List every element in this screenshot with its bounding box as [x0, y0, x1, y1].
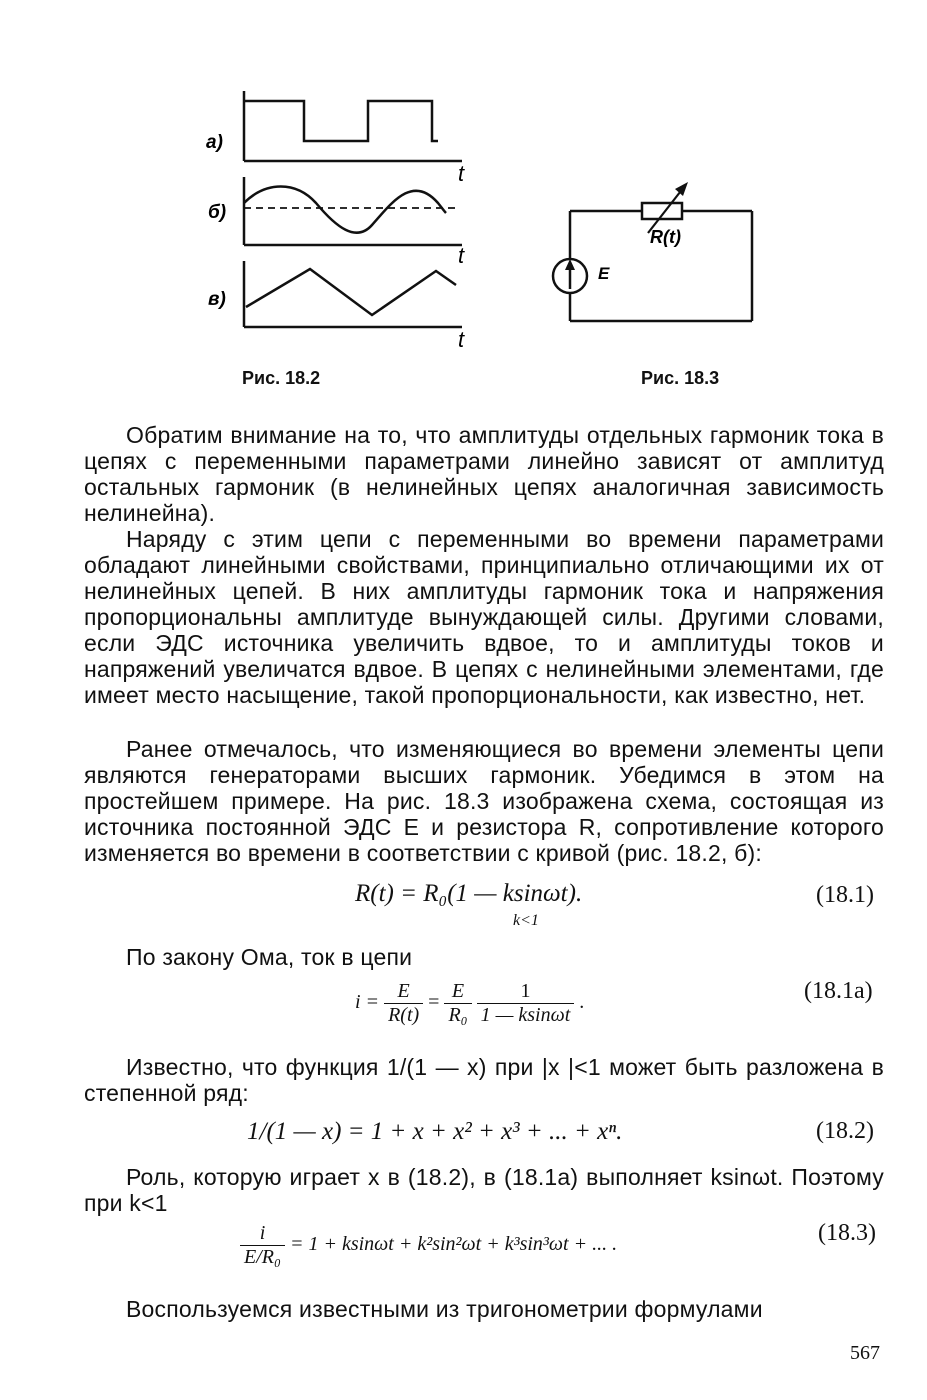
axis-t-b: t	[458, 243, 465, 268]
axis-t-c: t	[458, 327, 465, 352]
equation-number-18-1a: (18.1а)	[804, 978, 873, 1004]
figure-18-2	[200, 85, 490, 370]
panel-label-a: а)	[206, 132, 223, 153]
equation-number-18-2: (18.2)	[816, 1118, 874, 1144]
equation-18-1: R(t) = R₀(1 — ksinωt).	[355, 880, 583, 907]
figure-18-3	[540, 175, 770, 335]
eq-18-3-frac	[240, 1222, 285, 1269]
eq-18-3-num: i	[240, 1222, 285, 1246]
eq-18-1a-f2-num: E	[444, 980, 471, 1004]
eq-18-3-den: E/R₀	[244, 1246, 281, 1268]
eq-18-3-rhs: = 1 + ksinωt + k²sin²ωt + k³sin³ωt + ... .	[289, 1233, 618, 1256]
caption-fig-18-3: Рис. 18.3	[641, 368, 720, 388]
eq-18-1a-f3-den: 1 — ksinωt	[480, 1004, 571, 1026]
resistor-label: R(t)	[650, 227, 681, 247]
equation-number-18-3: (18.3)	[818, 1220, 876, 1246]
eq-18-1a-frac-1	[384, 980, 423, 1027]
equation-number-18-1: (18.1)	[816, 882, 874, 908]
caption-fig-18-2: Рис. 18.2	[242, 368, 321, 388]
equation-18-2: 1/(1 — x) = 1 + x + x² + x³ + ... + xⁿ.	[247, 1118, 623, 1145]
equation-18-1-condition: k<1	[513, 912, 539, 929]
eq-18-1a-f3-num: 1	[477, 980, 575, 1004]
paragraph-5: Известно, что функция 1/(1 — x) при |x |<1 может быть разложена в степенной ряд:	[84, 1054, 884, 1106]
panel-label-c: в)	[208, 289, 226, 310]
source-label: E	[598, 264, 610, 283]
paragraph-2: Наряду с этим цепи с переменными во времени параметрами обладают линейными свойствами, принципиально отличающими их от нелинейных цепей. В них амплитуды гармоник тока и напряжения пропорциональны амплитуде вынуждающей силы. Другими словами, если ЭДС источника увеличить вдвое, то и амплитуды токов и напряжений увеличатся вдвое. В цепях с нелинейными элементами, где имеет место насыщение, такой пропорциональности, как известно, нет.	[84, 526, 884, 708]
paragraph-4: По закону Ома, ток в цепи	[126, 944, 413, 970]
paragraph-6: Роль, которую играет x в (18.2), в (18.1а) выполняет ksinωt. Поэтому при k<1	[84, 1164, 884, 1216]
variable-arrow-head-icon	[675, 182, 688, 196]
axis-t-a: t	[458, 161, 465, 186]
eq-18-1a-eq-sign: =	[428, 991, 440, 1014]
paragraph-3: Ранее отмечалось, что изменяющиеся во времени элементы цепи являются генераторами высших гармоник. Убедимся в этом на простейшем примере. На рис. 18.3 изображена схема, состоящая из источника постоянной ЭДС E и резистора R, сопротивление которого изменяется во времени в соответствии с кривой (рис. 18.2, б):	[84, 736, 884, 866]
square-wave	[244, 101, 438, 141]
eq-18-1a-frac-2	[444, 980, 471, 1027]
panel-label-b: б)	[208, 202, 227, 223]
triangle-wave	[246, 269, 456, 315]
eq-18-1a-lhs: i =	[355, 991, 380, 1014]
eq-18-1a-f1-den: R(t)	[388, 1004, 420, 1026]
paragraph-7: Воспользуемся известными из тригонометрии формулами	[126, 1296, 763, 1322]
paragraph-1: Обратим внимание на то, что амплитуды отдельных гармоник тока в цепях с переменными параметрами линейно зависят от амплитуд остальных гармоник (в нелинейных цепях аналогичная зависимость нелинейна).	[84, 422, 884, 526]
figure-18-2-svg	[200, 85, 490, 370]
eq-18-1a-frac-3	[477, 980, 575, 1027]
page-number: 567	[850, 1342, 880, 1364]
sine-wave	[244, 187, 446, 233]
eq-18-1a-f2-den: R₀	[448, 1004, 468, 1026]
equation-18-3	[240, 1222, 617, 1269]
eq-18-1a-tail: .	[579, 991, 585, 1014]
eq-18-1a-f1-num: E	[384, 980, 423, 1004]
equation-18-1a	[355, 980, 584, 1027]
figure-18-3-svg	[540, 175, 770, 335]
